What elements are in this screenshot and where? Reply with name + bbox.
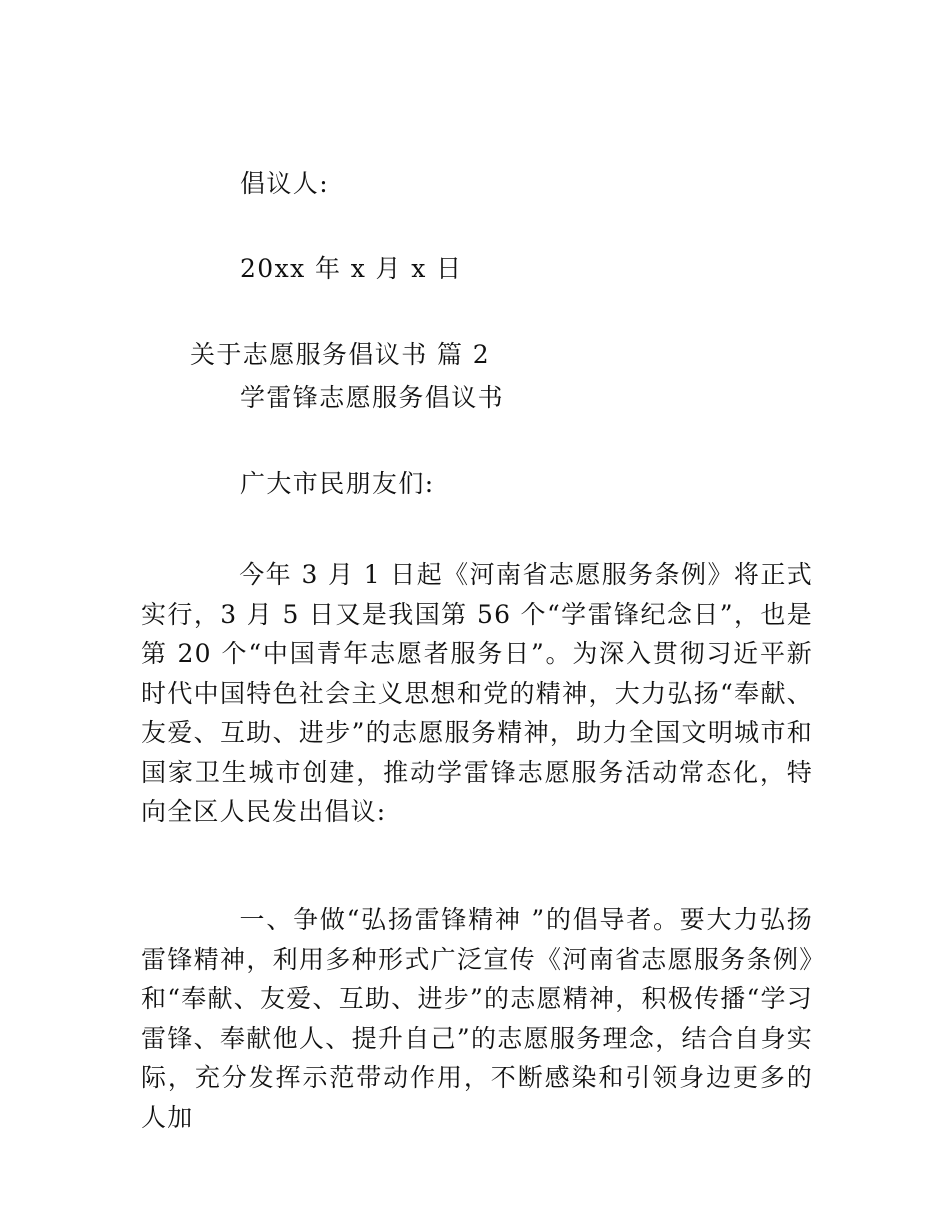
paragraph-item-1 bbox=[141, 900, 813, 1137]
paragraph-intro-text: 今年 3 月 1 日起《河南省志愿服务条例》将正式实行，3 月 5 日又是我国第 56 个“学雷锋纪念日”，也是第 20 个“中国青年志愿者服务日”。为深入贯彻习近平新时代中国特色社会主义思想和党的精神，大力弘扬“奉献、友爱、互助、进步”的志愿服务精神，助力全国文明城市和国家卫生城市创建，推动学雷锋志愿服务活动常态化，特向全区人民发出倡议: bbox=[141, 560, 813, 826]
signatory-label: 倡议人: bbox=[240, 169, 330, 198]
paragraph-item-1-text: 一、争做“弘扬雷锋精神 ”的倡导者。要大力弘扬雷锋精神，利用多种形式广泛宣传《河南省志愿服务条例》和“奉献、友爱、互助、进步”的志愿精神，积极传播“学习雷锋、奉献他人、提升自己”的志愿服务理念，结合自身实际，充分发挥示范带动作用，不断感染和引领身边更多的人加 bbox=[141, 905, 813, 1132]
paragraph-intro bbox=[141, 555, 813, 832]
salutation: 广大市民朋友们: bbox=[240, 469, 435, 498]
date-line: 20xx 年 x 月 x 日 bbox=[240, 254, 463, 283]
sub-title: 学雷锋志愿服务倡议书 bbox=[240, 383, 505, 412]
section-heading: 关于志愿服务倡议书 篇 2 bbox=[190, 340, 491, 369]
